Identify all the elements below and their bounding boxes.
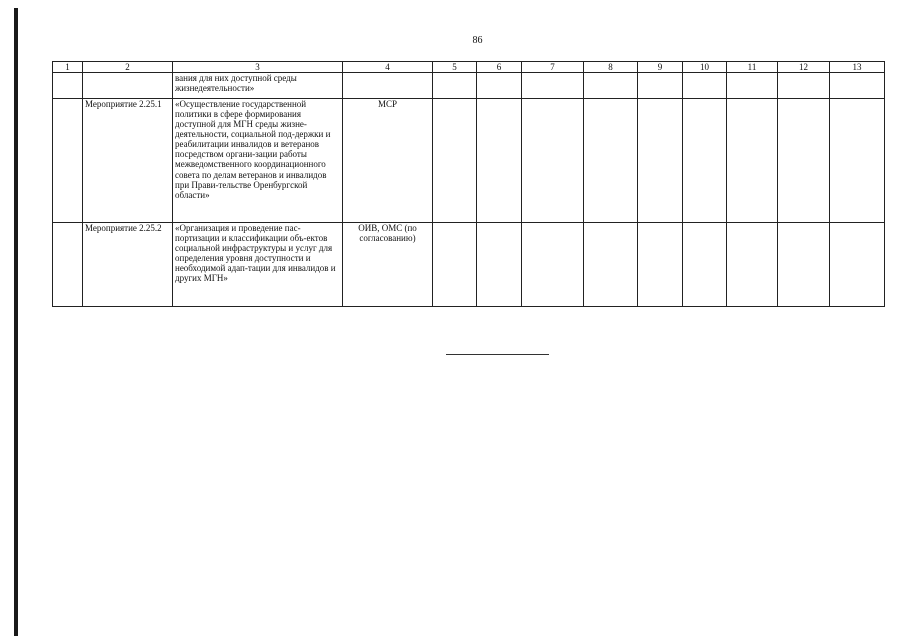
footer-rule <box>446 354 549 355</box>
empty-cell <box>683 99 727 223</box>
empty-cell <box>683 223 727 307</box>
column-header: 3 <box>173 62 343 73</box>
page-number: 86 <box>472 35 483 46</box>
empty-cell <box>778 73 830 99</box>
empty-cell <box>830 223 885 307</box>
column-header: 13 <box>830 62 885 73</box>
measure-description-cell: «Осуществление государственной политики в сфере формирования доступной для МГН среды жизне-деятельности, социальной под-держки и реабилитации инвалидов и ветеранов посредством органи-зации работы межведомственного координационного совета по делам ветеранов и инвалидов при Прави-тельстве Оренбургской области» <box>173 99 343 223</box>
column-header: 6 <box>477 62 522 73</box>
row-number-cell <box>53 223 83 307</box>
executor-cell: ОИВ, ОМС (по согласованию) <box>343 223 433 307</box>
column-header: 11 <box>727 62 778 73</box>
executor-cell <box>343 73 433 99</box>
empty-cell <box>477 99 522 223</box>
row-number-cell <box>53 99 83 223</box>
empty-cell <box>778 223 830 307</box>
empty-cell <box>433 223 477 307</box>
column-header: 12 <box>778 62 830 73</box>
column-number-row <box>53 62 885 73</box>
table-row <box>53 99 885 223</box>
table-row <box>53 223 885 307</box>
empty-cell <box>727 99 778 223</box>
empty-cell <box>727 223 778 307</box>
empty-cell <box>522 223 584 307</box>
column-header: 7 <box>522 62 584 73</box>
column-header: 4 <box>343 62 433 73</box>
measures-table <box>52 61 885 307</box>
empty-cell <box>584 99 638 223</box>
empty-cell <box>584 223 638 307</box>
empty-cell <box>778 99 830 223</box>
binding-edge <box>14 8 18 636</box>
empty-cell <box>522 73 584 99</box>
measure-code-cell: Мероприятие 2.25.1 <box>83 99 173 223</box>
empty-cell <box>683 73 727 99</box>
empty-cell <box>638 73 683 99</box>
column-header: 1 <box>53 62 83 73</box>
measure-description-cell: «Организация и проведение пас-портизации и классификации объ-ектов социальной инфраструктуры и услуг для определения уровня доступности и необходимой адап-тации для инвалидов и других МГН» <box>173 223 343 307</box>
measure-code-cell: Мероприятие 2.25.2 <box>83 223 173 307</box>
column-header: 9 <box>638 62 683 73</box>
empty-cell <box>477 223 522 307</box>
executor-cell: МСР <box>343 99 433 223</box>
empty-cell <box>638 223 683 307</box>
empty-cell <box>727 73 778 99</box>
table-row <box>53 73 885 99</box>
column-header: 10 <box>683 62 727 73</box>
row-number-cell <box>53 73 83 99</box>
measure-description-cell: вания для них доступной среды жизнедеятельности» <box>173 73 343 99</box>
empty-cell <box>433 73 477 99</box>
empty-cell <box>477 73 522 99</box>
empty-cell <box>830 73 885 99</box>
empty-cell <box>433 99 477 223</box>
empty-cell <box>830 99 885 223</box>
column-header: 5 <box>433 62 477 73</box>
column-header: 8 <box>584 62 638 73</box>
empty-cell <box>522 99 584 223</box>
empty-cell <box>638 99 683 223</box>
empty-cell <box>584 73 638 99</box>
measure-code-cell <box>83 73 173 99</box>
column-header: 2 <box>83 62 173 73</box>
